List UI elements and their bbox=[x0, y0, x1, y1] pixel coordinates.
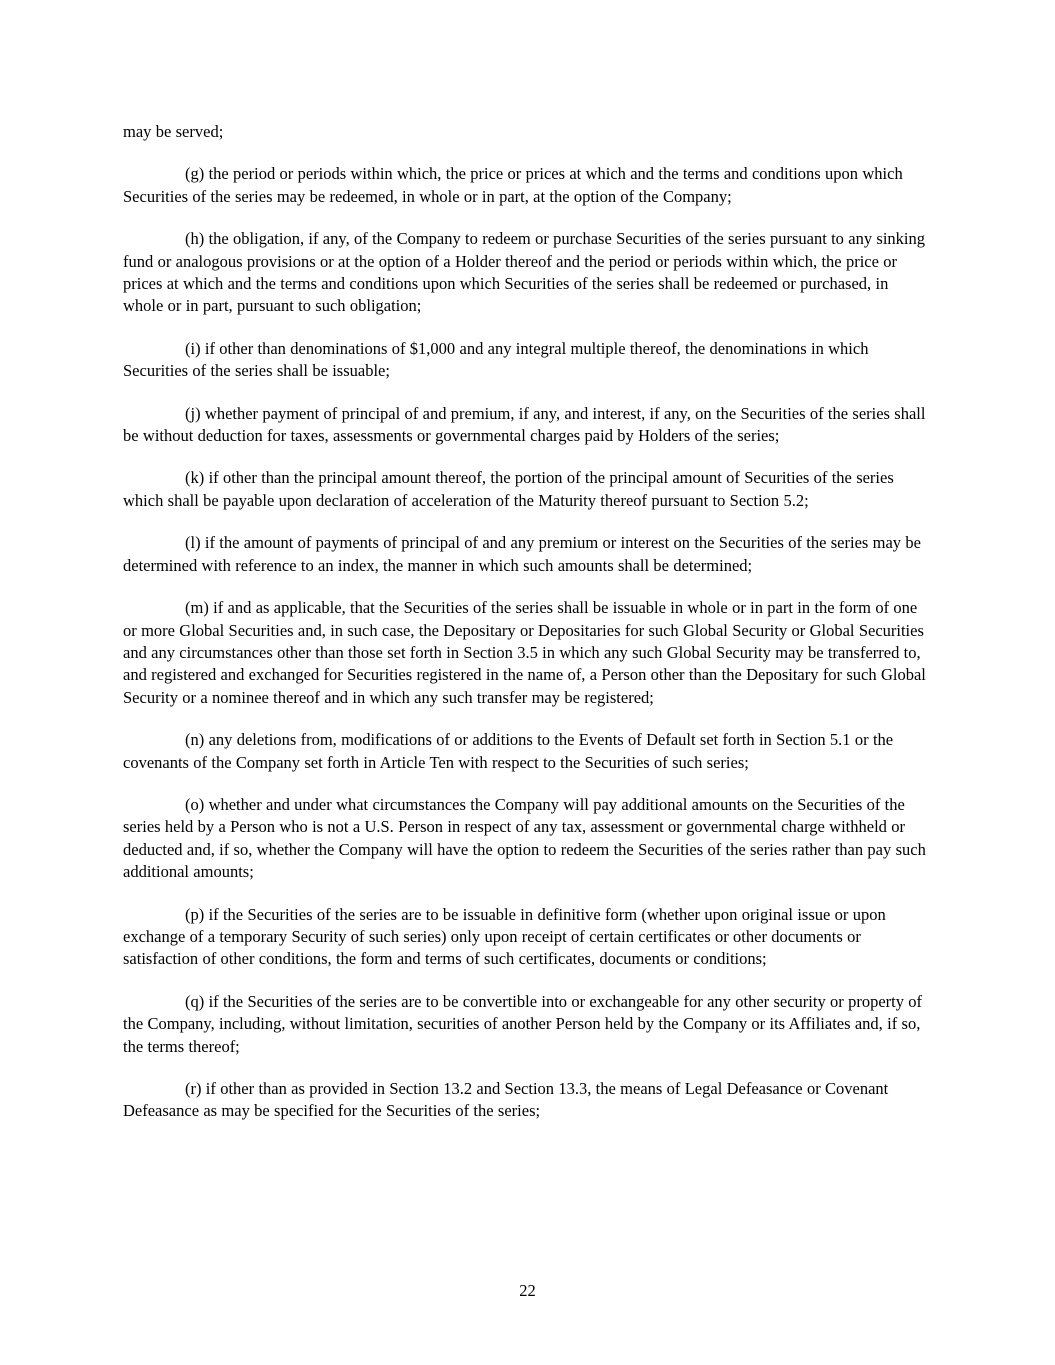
clause-paragraph-p: (p) if the Securities of the series are to be issuable in definitive form (whether upon original issue or upon exchange of a temporary Security of such series) only upon receipt of certain certificates or other documents or satisfaction of other conditions, the form and terms of such certificates, documents or conditions; bbox=[123, 904, 886, 969]
clause-paragraph-m: (m) if and as applicable, that the Securities of the series shall be issuable in whole or in part in the form of one or more Global Securities and, in such case, the Depositary or Depositaries for such Global Security or Global Securities and any circumstances other than those set forth in Section 3.5 in which any such Global Security may be transferred to, and registered and exchanged for Securities registered in the name of, a Person other than the Depositary for such Global Security or a nominee thereof and in which any such transfer may be registered; bbox=[123, 598, 926, 707]
clause-paragraph-r: (r) if other than as provided in Section 13.2 and Section 13.3, the means of Legal Defeasance or Covenant Defeasance as may be specified for the Securities of the series; bbox=[123, 1079, 889, 1121]
page-number: 22 bbox=[519, 1281, 536, 1300]
clause-paragraph-n: (n) any deletions from, modifications of or additions to the Events of Default set forth in Section 5.1 or the covenants of the Company set forth in Article Ten with respect to the Securities of such series; bbox=[123, 730, 894, 772]
clause-paragraph-g: (g) the period or periods within which, the price or prices at which and the terms and conditions upon which Securities of the series may be redeemed, in whole or in part, at the option of the Company; bbox=[123, 164, 903, 206]
clause-paragraph-q: (q) if the Securities of the series are to be convertible into or exchangeable for any other security or property of the Company, including, without limitation, securities of another Person held by the Company or its Affiliates and, if so, the terms thereof; bbox=[123, 991, 923, 1056]
clause-paragraph-i: (i) if other than denominations of $1,000 and any integral multiple thereof, the denominations in which Securities of the series shall be issuable; bbox=[123, 338, 869, 381]
clause-paragraph-h: (h) the obligation, if any, of the Company to redeem or purchase Securities of the series pursuant to any sinking fund or analogous provisions or at the option of a Holder thereof and the period or periods within which, the price or prices at which and the terms and conditions upon which Securities of the series shall be redeemed or purchased, in whole or in part, pursuant to such obligation; bbox=[123, 229, 925, 316]
clause-paragraph-j: (j) whether payment of principal of and premium, if any, and interest, if any, on the Securities of the series shall be without deduction for taxes, assessments or governmental charges paid by Holders of the series; bbox=[123, 403, 926, 446]
continuation-paragraph: may be served; bbox=[123, 122, 224, 141]
clause-paragraph-o: (o) whether and under what circumstances the Company will pay additional amounts on the Securities of the series held by a Person who is not a U.S. Person in respect of any tax, assessment or governmental charge withheld or deducted and, if so, whether the Company will have the option to redeem the Securities of the series rather than pay such additional amounts; bbox=[123, 794, 926, 882]
document-body bbox=[123, 121, 930, 1143]
clause-paragraph-k: (k) if other than the principal amount thereof, the portion of the principal amount of Securities of the series which shall be payable upon declaration of acceleration of the Maturity thereof pursuant to Section 5.2; bbox=[123, 468, 894, 510]
clause-paragraph-l: (l) if the amount of payments of principal of and any premium or interest on the Securities of the series may be determined with reference to an index, the manner in which such amounts shall be determined; bbox=[123, 533, 921, 575]
